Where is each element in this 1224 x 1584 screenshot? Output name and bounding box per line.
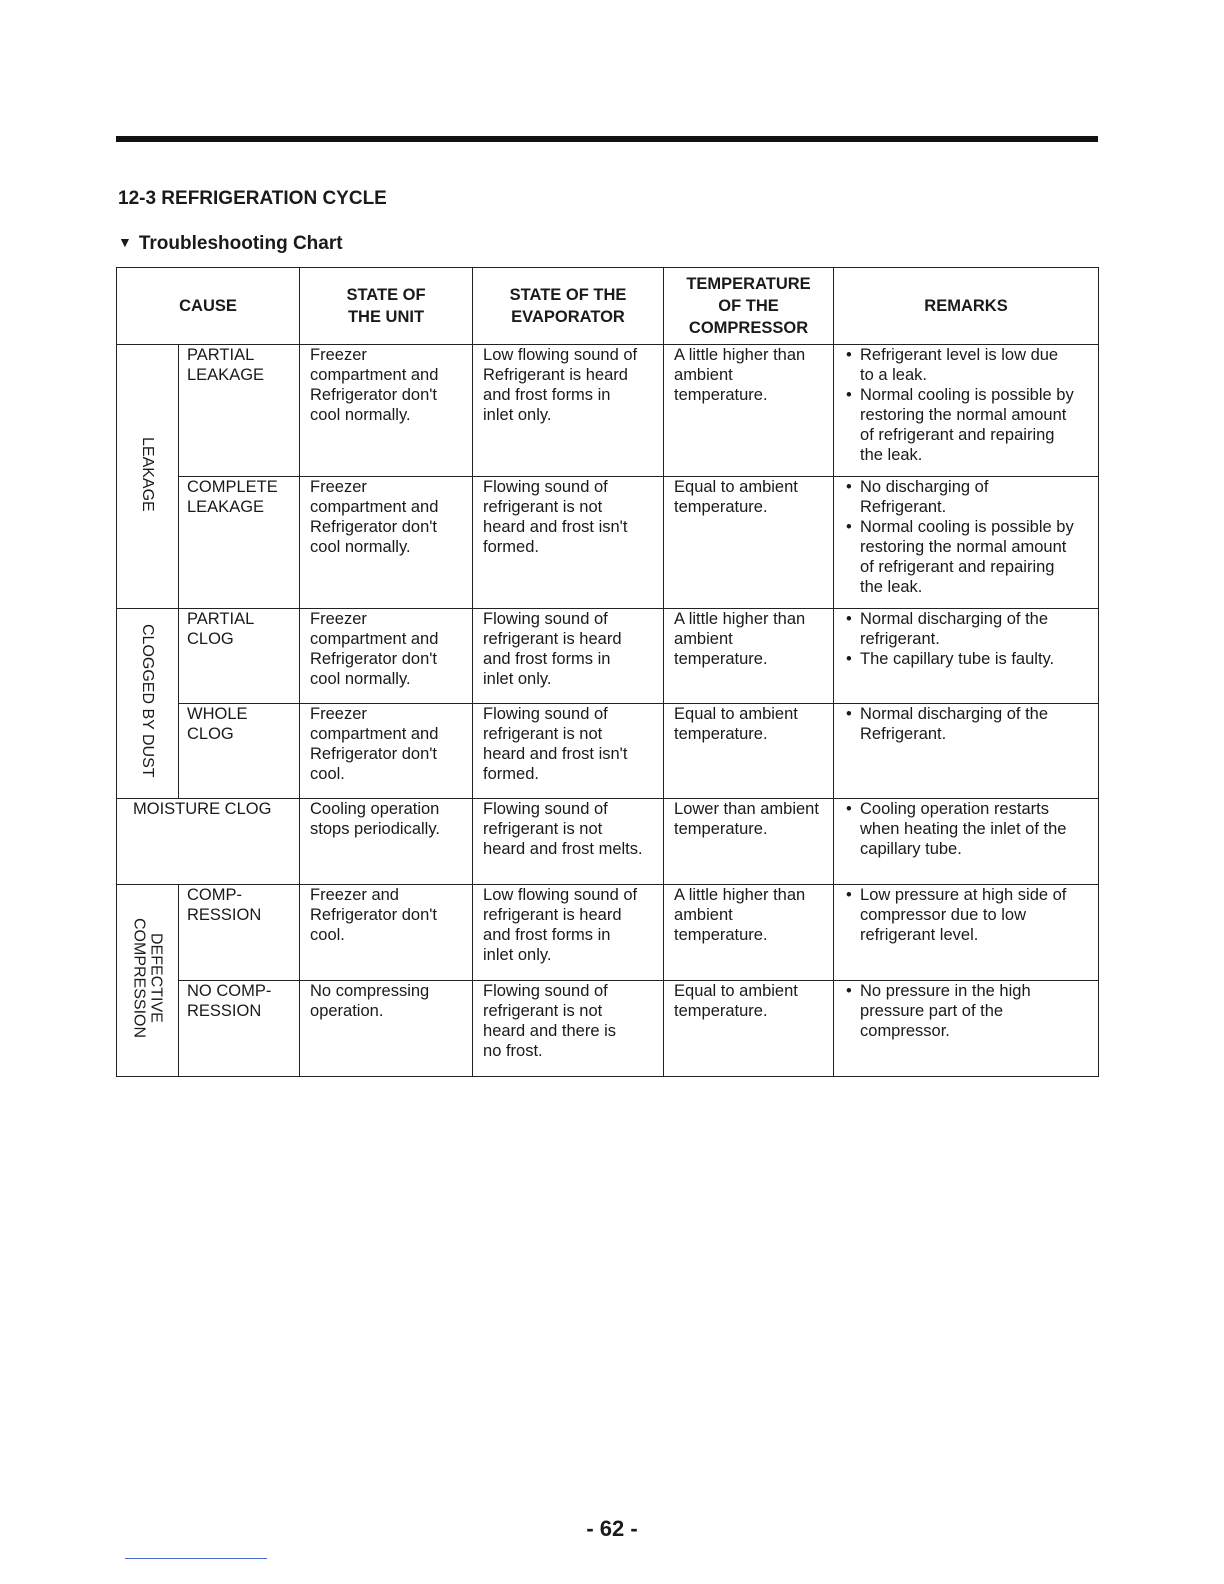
- cause-cell-text: NO COMP- RESSION: [187, 982, 272, 1020]
- group-label-defective: [117, 885, 179, 1077]
- evaporator-state-cell: [473, 609, 664, 704]
- unit-state-cell: [300, 885, 473, 981]
- header-state-of-unit: STATE OF THE UNIT: [300, 268, 473, 345]
- table-row: [117, 345, 1099, 477]
- cause-cell-text: WHOLE CLOG: [187, 705, 248, 743]
- group-label-text: CLOGGED BY DUST: [139, 624, 156, 778]
- header-compressor-temperature: TEMPERATURE OF THE COMPRESSOR: [664, 268, 834, 345]
- remarks-cell: [834, 981, 1099, 1077]
- compressor-temp-cell: [664, 477, 834, 609]
- group-label-leakage: [117, 345, 179, 609]
- troubleshooting-table: [116, 267, 1099, 1077]
- unit-state-cell: [300, 704, 473, 799]
- remark-item: • No discharging of Refrigerant.: [844, 477, 1094, 517]
- remarks-cell: [834, 885, 1099, 981]
- unit-state-cell-text: Freezer compartment and Refrigerator don't cool normally.: [310, 346, 439, 424]
- remark-item: • No pressure in the high pressure part of the compressor.: [844, 981, 1094, 1041]
- compressor-temp-cell: [664, 609, 834, 704]
- unit-state-cell-text: Freezer compartment and Refrigerator don't cool normally.: [310, 610, 439, 688]
- remark-item: • Cooling operation restarts when heating the inlet of the capillary tube.: [844, 799, 1094, 859]
- compressor-temp-cell: [664, 345, 834, 477]
- evaporator-state-cell-text: Flowing sound of refrigerant is not heard and frost isn't formed.: [483, 478, 628, 556]
- remark-item: • Normal discharging of the Refrigerant.: [844, 704, 1094, 744]
- compressor-temp-cell-text: Equal to ambient temperature.: [674, 478, 798, 516]
- table-row: [117, 981, 1099, 1077]
- header-state-of-evaporator: STATE OF THE EVAPORATOR: [473, 268, 664, 345]
- cause-cell-text: MOISTURE CLOG: [133, 800, 272, 818]
- remarks-cell: [834, 799, 1099, 885]
- cause-cell: [179, 609, 300, 704]
- remarks-list: [844, 704, 1094, 744]
- remarks-cell: [834, 345, 1099, 477]
- remarks-cell: [834, 477, 1099, 609]
- header-row: [117, 268, 1099, 345]
- evaporator-state-cell: [473, 981, 664, 1077]
- remark-item: • Normal cooling is possible by restoring the normal amount of refrigerant and repairing the leak.: [844, 517, 1094, 597]
- unit-state-cell-text: No compressing operation.: [310, 982, 430, 1020]
- evaporator-state-cell-text: Flowing sound of refrigerant is heard and frost forms in inlet only.: [483, 610, 622, 688]
- footer-line: [125, 1558, 267, 1559]
- table-row: [117, 609, 1099, 704]
- section-title: 12-3 REFRIGERATION CYCLE: [118, 188, 387, 209]
- group-label-text: LEAKAGE: [139, 436, 156, 512]
- unit-state-cell-text: Freezer and Refrigerator don't cool.: [310, 886, 437, 944]
- compressor-temp-cell-text: Equal to ambient temperature.: [674, 705, 798, 743]
- compressor-temp-cell-text: A little higher than ambient temperature.: [674, 610, 806, 668]
- unit-state-cell: [300, 799, 473, 885]
- cause-cell: [117, 799, 300, 885]
- compressor-temp-cell: [664, 799, 834, 885]
- remarks-list: [844, 799, 1094, 859]
- page-number: - 62 -: [586, 1516, 638, 1541]
- group-label-text: DEFECTIVE COMPRESSION: [130, 917, 165, 1038]
- chart-title: [118, 233, 343, 255]
- remarks-list: [844, 981, 1094, 1041]
- unit-state-cell: [300, 981, 473, 1077]
- chart-title-text: Troubleshooting Chart: [138, 233, 343, 254]
- unit-state-cell-text: Freezer compartment and Refrigerator don't cool.: [310, 705, 439, 783]
- remarks-cell: [834, 704, 1099, 799]
- remarks-cell: [834, 609, 1099, 704]
- table-row: [117, 885, 1099, 981]
- cause-cell: [179, 885, 300, 981]
- remarks-list: [844, 345, 1094, 465]
- evaporator-state-cell-text: Flowing sound of refrigerant is not heard and frost melts.: [483, 800, 643, 858]
- evaporator-state-cell-text: Flowing sound of refrigerant is not heard and frost isn't formed.: [483, 705, 628, 783]
- evaporator-state-cell: [473, 477, 664, 609]
- evaporator-state-cell: [473, 345, 664, 477]
- compressor-temp-cell-text: A little higher than ambient temperature.: [674, 886, 806, 944]
- remark-item: • Normal cooling is possible by restoring the normal amount of refrigerant and repairing the leak.: [844, 385, 1094, 465]
- triangle-down-icon: ▼: [118, 234, 132, 250]
- evaporator-state-cell: [473, 885, 664, 981]
- top-rule: [116, 136, 1098, 142]
- compressor-temp-cell-text: Equal to ambient temperature.: [674, 982, 798, 1020]
- table-row: [117, 799, 1099, 885]
- unit-state-cell: [300, 609, 473, 704]
- cause-cell: [179, 477, 300, 609]
- evaporator-state-cell-text: Low flowing sound of refrigerant is heard and frost forms in inlet only.: [483, 886, 638, 964]
- unit-state-cell: [300, 345, 473, 477]
- cause-cell: [179, 981, 300, 1077]
- unit-state-cell-text: Cooling operation stops periodically.: [310, 800, 440, 838]
- table-row: [117, 704, 1099, 799]
- remark-item: • Normal discharging of the refrigerant.: [844, 609, 1094, 649]
- compressor-temp-cell-text: A little higher than ambient temperature.: [674, 346, 806, 404]
- compressor-temp-cell: [664, 885, 834, 981]
- unit-state-cell: [300, 477, 473, 609]
- cause-cell-text: COMP- RESSION: [187, 886, 262, 924]
- remark-item: • Refrigerant level is low due to a leak.: [844, 345, 1094, 385]
- cause-cell-text: PARTIAL CLOG: [187, 610, 255, 648]
- group-label-clogged: [117, 609, 179, 799]
- cause-cell-text: PARTIAL LEAKAGE: [187, 346, 265, 384]
- remarks-list: [844, 885, 1094, 945]
- evaporator-state-cell-text: Flowing sound of refrigerant is not heard and there is no frost.: [483, 982, 617, 1060]
- remarks-list: [844, 609, 1094, 669]
- unit-state-cell-text: Freezer compartment and Refrigerator don't cool normally.: [310, 478, 439, 556]
- cause-cell: [179, 345, 300, 477]
- header-cause: CAUSE: [117, 268, 300, 345]
- evaporator-state-cell: [473, 799, 664, 885]
- compressor-temp-cell: [664, 981, 834, 1077]
- header-remarks: REMARKS: [834, 268, 1099, 345]
- cause-cell: [179, 704, 300, 799]
- compressor-temp-cell-text: Lower than ambient temperature.: [674, 800, 819, 838]
- evaporator-state-cell-text: Low flowing sound of Refrigerant is heard and frost forms in inlet only.: [483, 346, 638, 424]
- evaporator-state-cell: [473, 704, 664, 799]
- remarks-list: [844, 477, 1094, 597]
- cause-cell-text: COMPLETE LEAKAGE: [187, 478, 278, 516]
- remark-item: • The capillary tube is faulty.: [844, 649, 1094, 669]
- table-row: [117, 477, 1099, 609]
- table-body: [117, 345, 1099, 1077]
- compressor-temp-cell: [664, 704, 834, 799]
- remark-item: • Low pressure at high side of compressor due to low refrigerant level.: [844, 885, 1094, 945]
